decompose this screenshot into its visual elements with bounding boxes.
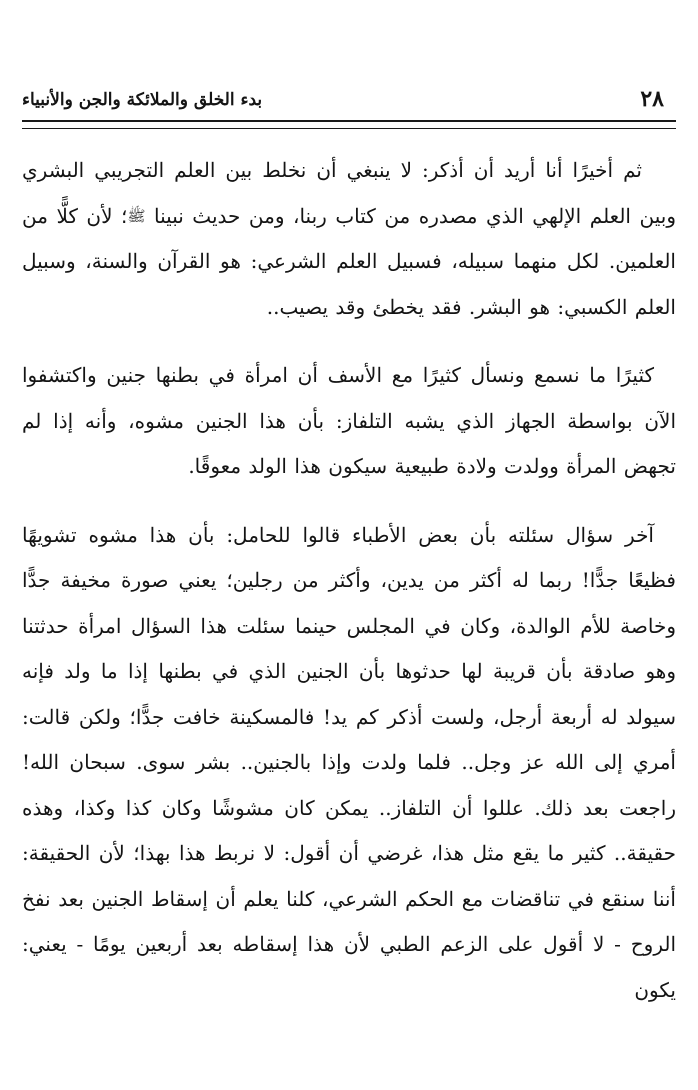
paragraph-1-text-after: ؛ لأن كلًّا من العلمين. لكل منهما سبيله، فسبيل العلم الشرعي: هو القرآن والسنة، وسبيل العلم الكسبي: هو البشر. فقد يخطئ وقد يصيب..: [22, 203, 676, 319]
honorific-glyph: ﷺ: [127, 206, 146, 225]
paragraph-1: [22, 148, 676, 330]
running-title: بدء الخلق والملائكة والجن والأنبياء: [22, 90, 263, 110]
paragraph-3: آخر سؤال سئلته بأن بعض الأطباء قالوا للحامل: بأن هذا مشوه تشويهًا فظيعًا جدًّا! ربما له أكثر من يدين، وأكثر من رجلين؛ يعني صورة مخيفة جدًّا وخاصة للأم الوالدة، وكان في المجلس حينما سئلت هذا السؤال امرأة حدثتنا وهو صادقة بأن قريبة لها حدثوها بأن الجنين الذي في بطنها إذا ما ولد فإنه سيولد له أربعة أرجل، ولست أذكر كم يد! فالمسكينة خافت جدًّا؛ ولكن قالت: أمري إلى الله عز وجل.. فلما ولدت وإذا بالجنين.. بشر سوى. سبحان الله! راجعت بعد ذلك. عللوا أن التلفاز.. يمكن كان مشوشًا وكان كذا وكذا، وهذه حقيقة.. كثير ما يقع مثل هذا، غرضي أن أقول: لا نربط هذا بهذا؛ لأن الحقيقة: أننا سنقع في تناقضات مع الحكم الشرعي، كلنا يعلم أن إسقاط الجنين بعد نفخ الروح - لا أقول على الزعم الطبي لأن هذا إسقاطه بعد أربعين يومًا - يعني: يكون: [22, 522, 676, 1002]
paragraph-1-text-before: ثم أخيرًا أنا أريد أن أذكر: لا ينبغي أن نخلط بين العلم التجريبي البشري وبين العلم الإلهي الذي مصدره من كتاب ربنا، ومن حديث نبينا: [22, 158, 676, 228]
page-body: [22, 148, 676, 1036]
page-header: [22, 84, 676, 116]
paragraph-2: كثيرًا ما نسمع ونسأل كثيرًا مع الأسف أن امرأة في بطنها جنين واكتشفوا الآن بواسطة الجهاز الذي يشبه التلفاز: بأن هذا الجنين مشوه، وأنه إذا لم تجهض المرأة وولدت ولادة طبيعية سيكون هذا الولد معوقًا.: [22, 363, 676, 478]
header-rule: [22, 120, 676, 129]
page-number: ٢٨: [640, 86, 664, 112]
book-page: [22, 0, 676, 1090]
